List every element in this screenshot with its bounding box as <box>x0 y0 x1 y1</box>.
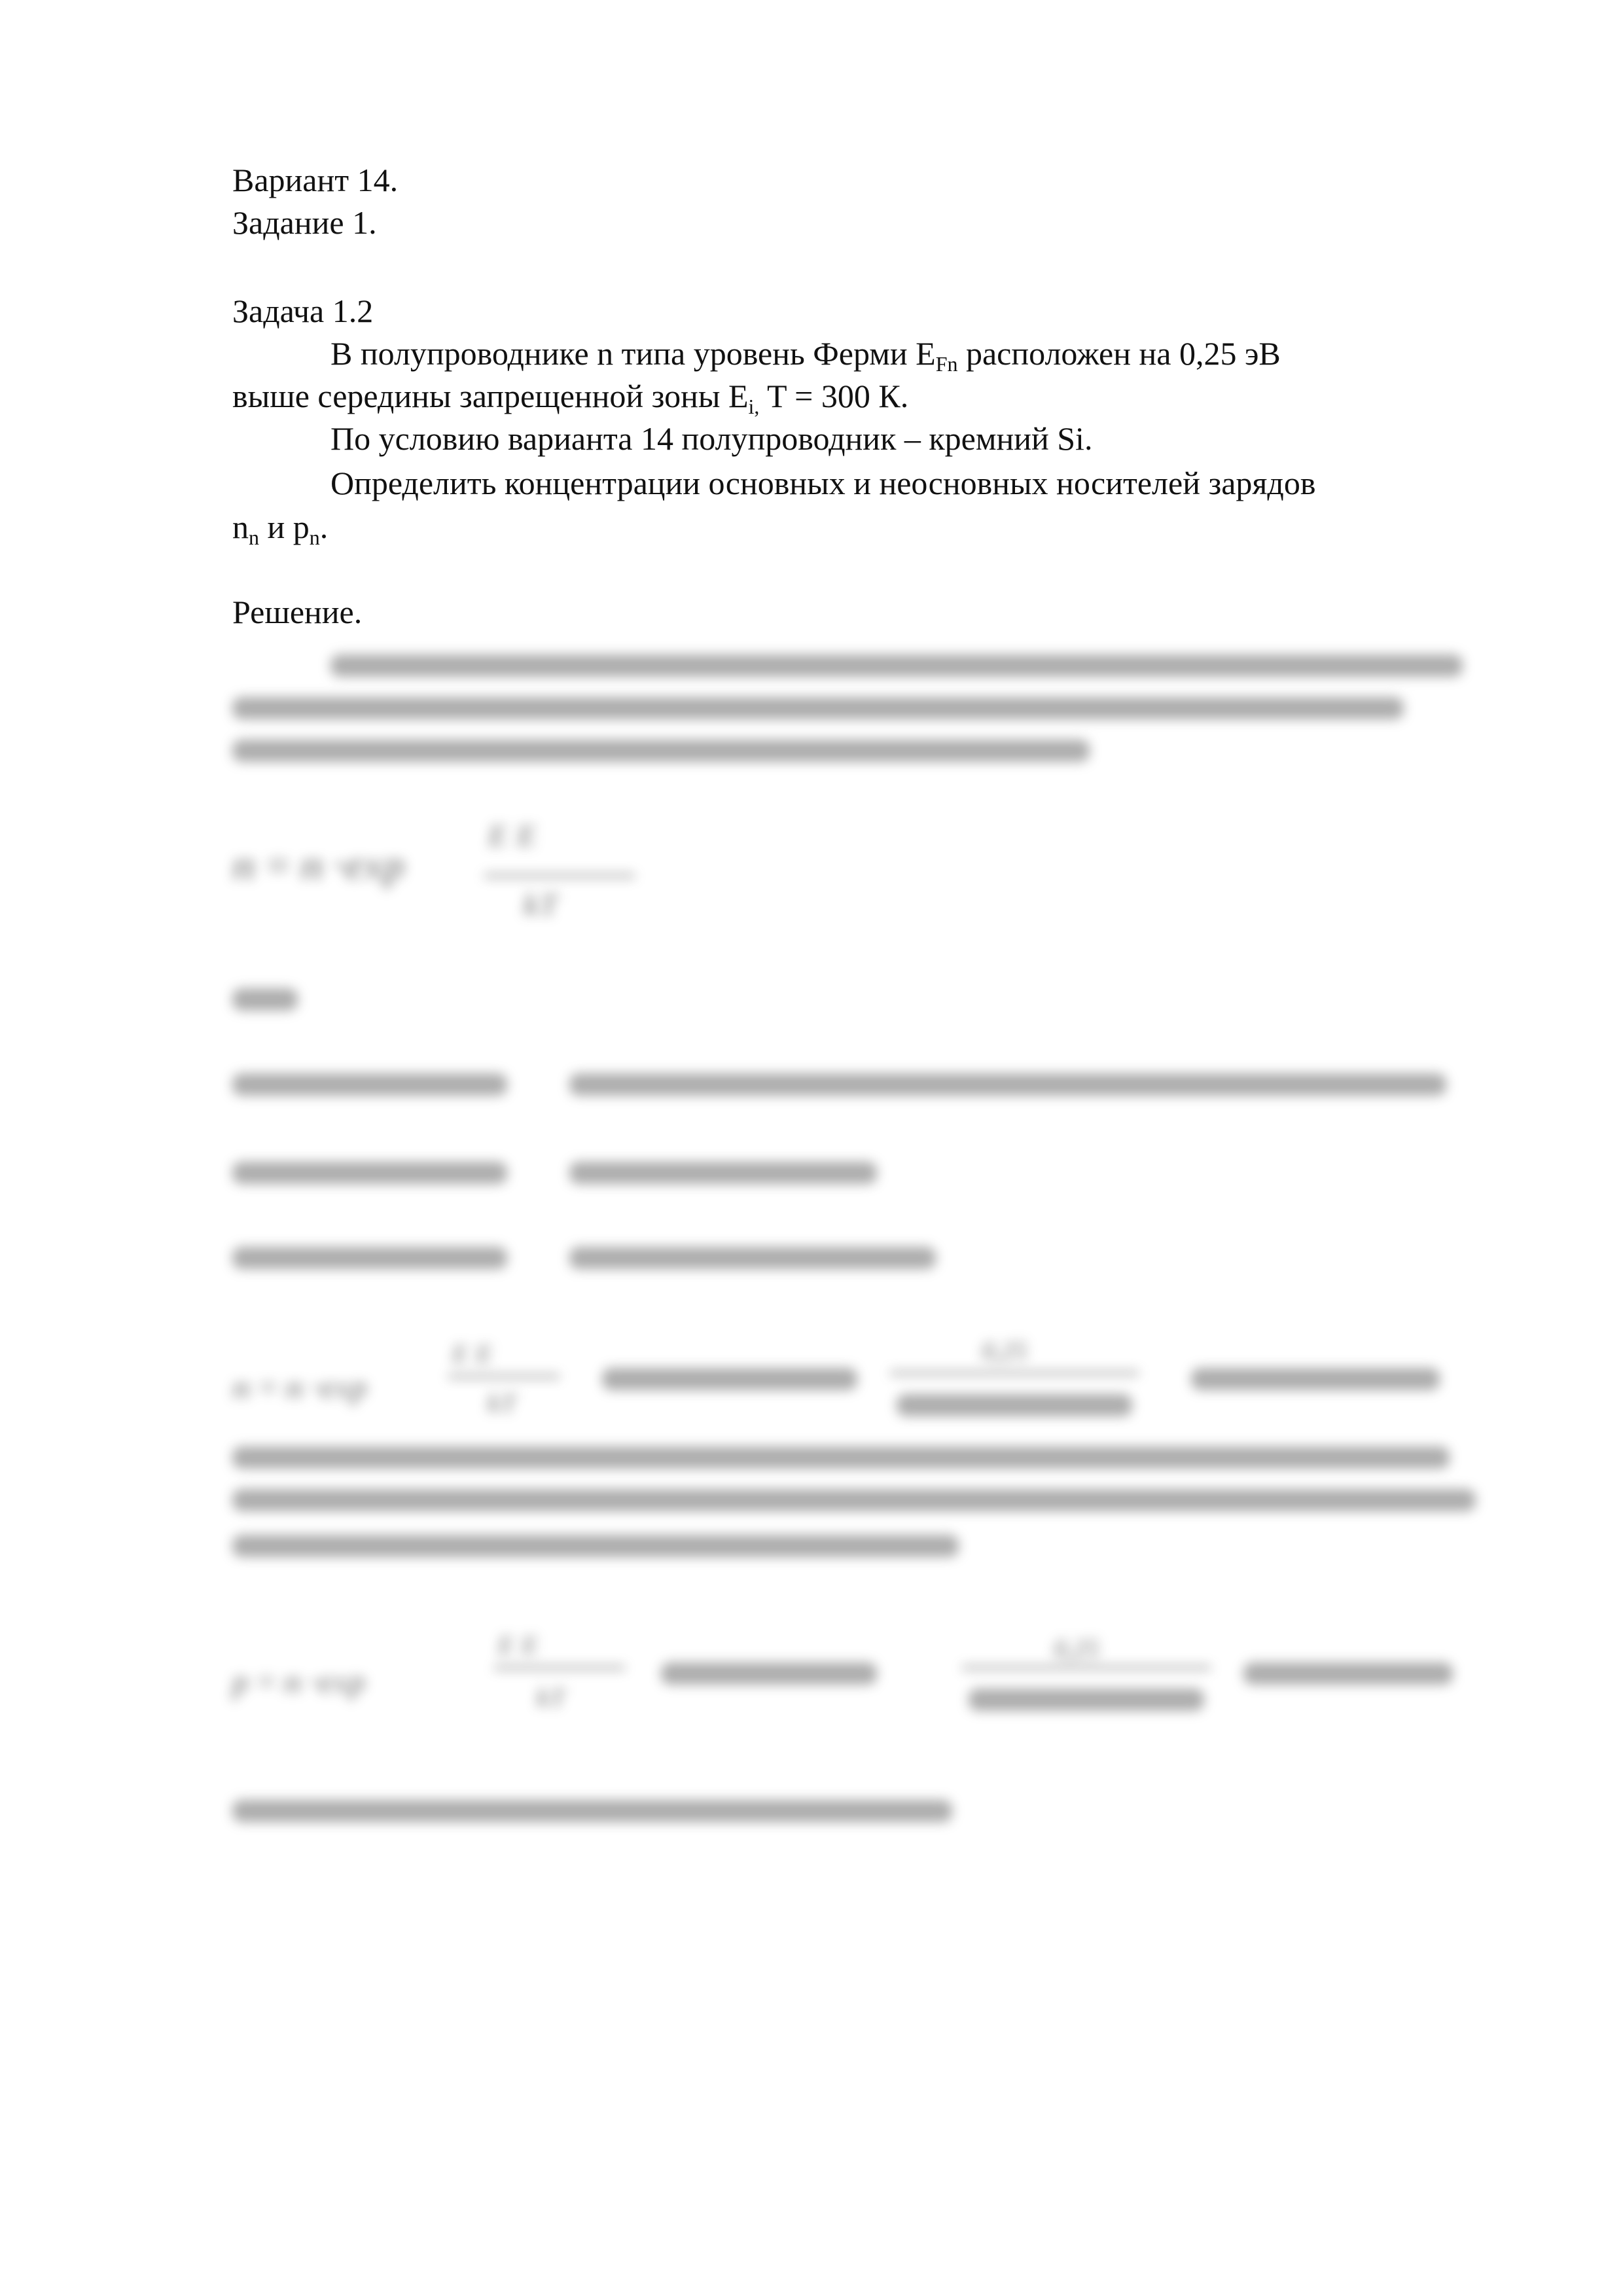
problem-title: Задача 1.2 <box>232 293 374 329</box>
blurred-text-line <box>232 1446 1450 1469</box>
blurred-text-line <box>232 1489 1476 1511</box>
blurred-text-line <box>232 1162 507 1184</box>
blurred-text-line <box>1243 1662 1453 1685</box>
blurred-formula-part: kT <box>488 1388 517 1418</box>
fraction-line <box>890 1371 1139 1375</box>
blurred-text-line <box>569 1247 936 1269</box>
fraction-line <box>494 1666 625 1670</box>
blurred-text-line <box>232 1800 952 1822</box>
fraction-line <box>962 1666 1211 1670</box>
blurred-formula-part: kT <box>537 1683 566 1712</box>
blurred-text-line <box>661 1662 877 1685</box>
blurred-formula: p = n ·exp <box>232 1663 366 1700</box>
fraction-line <box>448 1374 560 1378</box>
blurred-text-line <box>1191 1368 1440 1390</box>
blurred-text-line <box>232 1535 959 1557</box>
blurred-formula: n = n ·exp <box>232 1369 368 1405</box>
problem-paragraph-2: выше середины запрещенной зоны $E_{i,}$ T = 300 К. <box>232 378 909 418</box>
subscript-i: i, <box>748 395 760 418</box>
blurred-text-line <box>969 1689 1204 1711</box>
blurred-text-line <box>602 1368 857 1390</box>
problem-paragraph-5: $n_n$ и $p_n$. <box>232 509 329 549</box>
fraction-line <box>484 874 635 878</box>
subscript-fn: Fn <box>935 352 958 376</box>
blurred-text-line <box>232 697 1404 719</box>
blurred-formula: n = n ·exp <box>232 842 406 888</box>
problem-paragraph-3: По условию варианта 14 полупроводник – кремний Si. <box>330 420 1093 457</box>
blurred-formula-part: kT <box>524 888 559 922</box>
blurred-formula-part: E E <box>497 1630 539 1660</box>
blurred-text-line <box>569 1073 1446 1096</box>
problem-paragraph-4: Определить концентрации основных и неосновных носителей зарядов <box>330 465 1316 501</box>
problem-paragraph-1: В полупроводнике n типа уровень Ферми $E_{Fn}$ расположен на 0,25 эВ <box>330 335 1281 376</box>
blurred-formula-part: 0,25 <box>982 1336 1027 1365</box>
blurred-text-line <box>330 655 1463 677</box>
variant-heading: Вариант 14. <box>232 162 399 198</box>
blurred-formula-part: E E <box>452 1339 493 1369</box>
blurred-formula-part: 0,25 <box>1054 1634 1099 1663</box>
blurred-text-line <box>232 1247 507 1269</box>
blurred-text-line <box>569 1162 877 1184</box>
blurred-text-line <box>897 1394 1132 1416</box>
blurred-text-line <box>232 740 1090 762</box>
blurred-text-line <box>232 988 298 1011</box>
blurred-formula-part: E E <box>488 819 538 853</box>
assignment-heading: Задание 1. <box>232 204 377 241</box>
solution-title: Решение. <box>232 594 363 630</box>
blurred-text-line <box>232 1073 507 1096</box>
